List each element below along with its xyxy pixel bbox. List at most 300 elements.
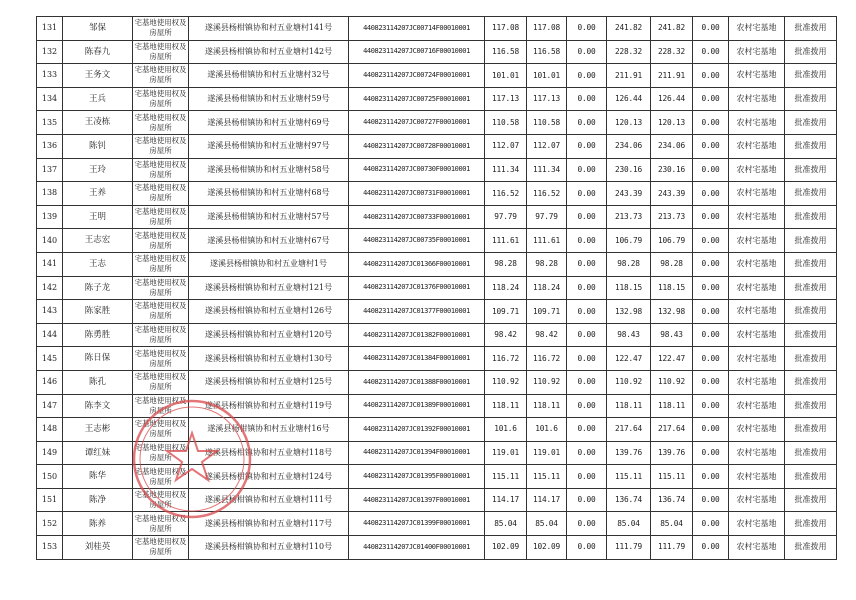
building-area-2-cell: 211.91 [651, 64, 693, 88]
parcel-code-cell: 440823114207JC00725F00010001 [349, 87, 485, 111]
row-number-cell: 153 [37, 536, 63, 560]
building-area-2-cell: 118.15 [651, 276, 693, 300]
location-cell: 遂溪县杨柑镇协和村五业塘村1号 [189, 252, 349, 276]
location-cell: 遂溪县杨柑镇协和村五业塘村111号 [189, 488, 349, 512]
land-type-cell: 农村宅基地 [729, 17, 785, 41]
owner-name-cell: 王养 [63, 182, 133, 206]
owner-name-cell: 王凌栋 [63, 111, 133, 135]
building-area-2-cell: 139.76 [651, 441, 693, 465]
difference-cell: 0.00 [693, 229, 729, 253]
building-area-2-cell: 120.13 [651, 111, 693, 135]
land-area-cell: 118.24 [485, 276, 527, 300]
excess-area-cell: 0.00 [567, 441, 607, 465]
land-area-cell: 115.11 [485, 465, 527, 489]
difference-cell: 0.00 [693, 40, 729, 64]
owner-name-cell: 王务文 [63, 64, 133, 88]
excess-area-cell: 0.00 [567, 394, 607, 418]
building-area-cell: 118.15 [607, 276, 651, 300]
land-type-cell: 农村宅基地 [729, 418, 785, 442]
owner-name-cell: 陈养 [63, 512, 133, 536]
parcel-code-cell: 440823114207JC01394F00010001 [349, 441, 485, 465]
owner-name-cell: 陈孔 [63, 370, 133, 394]
table-row [37, 323, 837, 347]
building-area-cell: 85.04 [607, 512, 651, 536]
land-type-cell: 农村宅基地 [729, 111, 785, 135]
excess-area-cell: 0.00 [567, 111, 607, 135]
owner-name-cell: 谭红妹 [63, 441, 133, 465]
excess-area-cell: 0.00 [567, 158, 607, 182]
difference-cell: 0.00 [693, 182, 729, 206]
location-cell: 遂溪县杨柑镇协和村五业塘村110号 [189, 536, 349, 560]
land-area-cell: 101.01 [485, 64, 527, 88]
building-area-2-cell: 241.82 [651, 17, 693, 41]
right-type-cell: 宅基地使用权及房屋所 [133, 418, 189, 442]
land-area-cell: 112.07 [485, 134, 527, 158]
table-row [37, 17, 837, 41]
row-number-cell: 143 [37, 300, 63, 324]
table-row [37, 347, 837, 371]
location-cell: 遂溪县杨柑镇协和村五业塘村59号 [189, 87, 349, 111]
approval-status-cell: 批准拨用 [785, 40, 837, 64]
difference-cell: 0.00 [693, 394, 729, 418]
land-type-cell: 农村宅基地 [729, 370, 785, 394]
building-area-cell: 122.47 [607, 347, 651, 371]
table-row [37, 465, 837, 489]
right-type-cell: 宅基地使用权及房屋所 [133, 87, 189, 111]
parcel-code-cell: 440823114207JC01397F00010001 [349, 488, 485, 512]
approved-area-cell: 112.07 [527, 134, 567, 158]
land-type-cell: 农村宅基地 [729, 134, 785, 158]
approval-status-cell: 批准拨用 [785, 64, 837, 88]
land-area-cell: 117.13 [485, 87, 527, 111]
building-area-cell: 211.91 [607, 64, 651, 88]
owner-name-cell: 陈华 [63, 465, 133, 489]
building-area-cell: 126.44 [607, 87, 651, 111]
building-area-2-cell: 122.47 [651, 347, 693, 371]
excess-area-cell: 0.00 [567, 17, 607, 41]
parcel-code-cell: 440823114207JC00724F00010001 [349, 64, 485, 88]
land-register-table [36, 16, 837, 560]
land-area-cell: 116.72 [485, 347, 527, 371]
building-area-2-cell: 217.64 [651, 418, 693, 442]
row-number-cell: 138 [37, 182, 63, 206]
table-row [37, 536, 837, 560]
building-area-2-cell: 243.39 [651, 182, 693, 206]
difference-cell: 0.00 [693, 300, 729, 324]
land-area-cell: 119.01 [485, 441, 527, 465]
land-type-cell: 农村宅基地 [729, 276, 785, 300]
land-area-cell: 98.28 [485, 252, 527, 276]
table-row [37, 488, 837, 512]
right-type-cell: 宅基地使用权及房屋所 [133, 370, 189, 394]
land-area-cell: 101.6 [485, 418, 527, 442]
row-number-cell: 148 [37, 418, 63, 442]
building-area-2-cell: 85.04 [651, 512, 693, 536]
parcel-code-cell: 440823114207JC01384F00010001 [349, 347, 485, 371]
excess-area-cell: 0.00 [567, 182, 607, 206]
approval-status-cell: 批准拨用 [785, 512, 837, 536]
difference-cell: 0.00 [693, 465, 729, 489]
land-type-cell: 农村宅基地 [729, 488, 785, 512]
excess-area-cell: 0.00 [567, 512, 607, 536]
right-type-cell: 宅基地使用权及房屋所 [133, 182, 189, 206]
table-row [37, 370, 837, 394]
row-number-cell: 140 [37, 229, 63, 253]
land-type-cell: 农村宅基地 [729, 182, 785, 206]
approval-status-cell: 批准拨用 [785, 87, 837, 111]
building-area-2-cell: 98.43 [651, 323, 693, 347]
land-area-cell: 116.58 [485, 40, 527, 64]
building-area-cell: 230.16 [607, 158, 651, 182]
owner-name-cell: 邹保 [63, 17, 133, 41]
parcel-code-cell: 440823114207JC01400F00010001 [349, 536, 485, 560]
approval-status-cell: 批准拨用 [785, 418, 837, 442]
location-cell: 遂溪县杨柑镇协和村五业塘村32号 [189, 64, 349, 88]
approved-area-cell: 115.11 [527, 465, 567, 489]
parcel-code-cell: 440823114207JC00716F00010001 [349, 40, 485, 64]
row-number-cell: 136 [37, 134, 63, 158]
building-area-2-cell: 228.32 [651, 40, 693, 64]
approval-status-cell: 批准拨用 [785, 370, 837, 394]
excess-area-cell: 0.00 [567, 323, 607, 347]
approved-area-cell: 97.79 [527, 205, 567, 229]
excess-area-cell: 0.00 [567, 134, 607, 158]
land-type-cell: 农村宅基地 [729, 465, 785, 489]
building-area-2-cell: 118.11 [651, 394, 693, 418]
right-type-cell: 宅基地使用权及房屋所 [133, 394, 189, 418]
table-row [37, 300, 837, 324]
parcel-code-cell: 440823114207JC01366F00010001 [349, 252, 485, 276]
owner-name-cell: 王玲 [63, 158, 133, 182]
excess-area-cell: 0.00 [567, 488, 607, 512]
right-type-cell: 宅基地使用权及房屋所 [133, 205, 189, 229]
right-type-cell: 宅基地使用权及房屋所 [133, 158, 189, 182]
building-area-cell: 139.76 [607, 441, 651, 465]
location-cell: 遂溪县杨柑镇协和村五业塘村69号 [189, 111, 349, 135]
right-type-cell: 宅基地使用权及房屋所 [133, 252, 189, 276]
approval-status-cell: 批准拨用 [785, 536, 837, 560]
owner-name-cell: 陈李文 [63, 394, 133, 418]
land-area-cell: 116.52 [485, 182, 527, 206]
approved-area-cell: 101.6 [527, 418, 567, 442]
approval-status-cell: 批准拨用 [785, 229, 837, 253]
owner-name-cell: 陈日保 [63, 347, 133, 371]
difference-cell: 0.00 [693, 111, 729, 135]
register-table-container [36, 16, 837, 560]
owner-name-cell: 刘桂英 [63, 536, 133, 560]
approval-status-cell: 批准拨用 [785, 465, 837, 489]
owner-name-cell: 陈钊 [63, 134, 133, 158]
approved-area-cell: 118.11 [527, 394, 567, 418]
approved-area-cell: 111.34 [527, 158, 567, 182]
location-cell: 遂溪县杨柑镇协和村五业塘村119号 [189, 394, 349, 418]
building-area-cell: 243.39 [607, 182, 651, 206]
approved-area-cell: 116.58 [527, 40, 567, 64]
owner-name-cell: 陈子龙 [63, 276, 133, 300]
right-type-cell: 宅基地使用权及房屋所 [133, 465, 189, 489]
register-table-body [37, 17, 837, 560]
right-type-cell: 宅基地使用权及房屋所 [133, 134, 189, 158]
owner-name-cell: 王志 [63, 252, 133, 276]
building-area-cell: 115.11 [607, 465, 651, 489]
table-row [37, 512, 837, 536]
building-area-cell: 98.28 [607, 252, 651, 276]
approval-status-cell: 批准拨用 [785, 182, 837, 206]
parcel-code-cell: 440823114207JC00728F00010001 [349, 134, 485, 158]
right-type-cell: 宅基地使用权及房屋所 [133, 323, 189, 347]
row-number-cell: 134 [37, 87, 63, 111]
building-area-cell: 241.82 [607, 17, 651, 41]
right-type-cell: 宅基地使用权及房屋所 [133, 111, 189, 135]
parcel-code-cell: 440823114207JC00714F00010001 [349, 17, 485, 41]
land-area-cell: 97.79 [485, 205, 527, 229]
parcel-code-cell: 440823114207JC01377F00010001 [349, 300, 485, 324]
building-area-2-cell: 98.28 [651, 252, 693, 276]
excess-area-cell: 0.00 [567, 370, 607, 394]
table-row [37, 111, 837, 135]
location-cell: 遂溪县杨柑镇协和村五业塘村142号 [189, 40, 349, 64]
table-row [37, 418, 837, 442]
approved-area-cell: 98.42 [527, 323, 567, 347]
approved-area-cell: 109.71 [527, 300, 567, 324]
row-number-cell: 142 [37, 276, 63, 300]
difference-cell: 0.00 [693, 347, 729, 371]
difference-cell: 0.00 [693, 418, 729, 442]
excess-area-cell: 0.00 [567, 536, 607, 560]
difference-cell: 0.00 [693, 17, 729, 41]
excess-area-cell: 0.00 [567, 347, 607, 371]
difference-cell: 0.00 [693, 370, 729, 394]
land-area-cell: 117.08 [485, 17, 527, 41]
location-cell: 遂溪县杨柑镇协和村五业塘村67号 [189, 229, 349, 253]
approved-area-cell: 117.13 [527, 87, 567, 111]
location-cell: 遂溪县杨柑镇协和村五业塘村16号 [189, 418, 349, 442]
land-type-cell: 农村宅基地 [729, 158, 785, 182]
approval-status-cell: 批准拨用 [785, 134, 837, 158]
difference-cell: 0.00 [693, 252, 729, 276]
parcel-code-cell: 440823114207JC01382F00010001 [349, 323, 485, 347]
approved-area-cell: 102.09 [527, 536, 567, 560]
owner-name-cell: 陈勇胜 [63, 323, 133, 347]
right-type-cell: 宅基地使用权及房屋所 [133, 300, 189, 324]
land-type-cell: 农村宅基地 [729, 536, 785, 560]
right-type-cell: 宅基地使用权及房屋所 [133, 276, 189, 300]
parcel-code-cell: 440823114207JC00735F00010001 [349, 229, 485, 253]
building-area-2-cell: 126.44 [651, 87, 693, 111]
right-type-cell: 宅基地使用权及房屋所 [133, 441, 189, 465]
location-cell: 遂溪县杨柑镇协和村五业塘村121号 [189, 276, 349, 300]
approved-area-cell: 118.24 [527, 276, 567, 300]
approval-status-cell: 批准拨用 [785, 488, 837, 512]
right-type-cell: 宅基地使用权及房屋所 [133, 347, 189, 371]
building-area-cell: 228.32 [607, 40, 651, 64]
excess-area-cell: 0.00 [567, 40, 607, 64]
table-row [37, 182, 837, 206]
owner-name-cell: 陈净 [63, 488, 133, 512]
approval-status-cell: 批准拨用 [785, 323, 837, 347]
location-cell: 遂溪县杨柑镇协和村五业塘村97号 [189, 134, 349, 158]
land-area-cell: 110.92 [485, 370, 527, 394]
approval-status-cell: 批准拨用 [785, 111, 837, 135]
approval-status-cell: 批准拨用 [785, 441, 837, 465]
building-area-2-cell: 111.79 [651, 536, 693, 560]
location-cell: 遂溪县杨柑镇协和村五业塘村68号 [189, 182, 349, 206]
land-type-cell: 农村宅基地 [729, 394, 785, 418]
excess-area-cell: 0.00 [567, 252, 607, 276]
parcel-code-cell: 440823114207JC01376F00010001 [349, 276, 485, 300]
row-number-cell: 146 [37, 370, 63, 394]
approval-status-cell: 批准拨用 [785, 347, 837, 371]
land-type-cell: 农村宅基地 [729, 347, 785, 371]
row-number-cell: 152 [37, 512, 63, 536]
owner-name-cell: 王志宏 [63, 229, 133, 253]
approved-area-cell: 117.08 [527, 17, 567, 41]
parcel-code-cell: 440823114207JC00727F00010001 [349, 111, 485, 135]
parcel-code-cell: 440823114207JC01395F00010001 [349, 465, 485, 489]
excess-area-cell: 0.00 [567, 229, 607, 253]
building-area-cell: 217.64 [607, 418, 651, 442]
right-type-cell: 宅基地使用权及房屋所 [133, 536, 189, 560]
approved-area-cell: 110.92 [527, 370, 567, 394]
table-row [37, 276, 837, 300]
difference-cell: 0.00 [693, 323, 729, 347]
land-area-cell: 118.11 [485, 394, 527, 418]
table-row [37, 87, 837, 111]
right-type-cell: 宅基地使用权及房屋所 [133, 488, 189, 512]
table-row [37, 252, 837, 276]
building-area-cell: 234.06 [607, 134, 651, 158]
difference-cell: 0.00 [693, 87, 729, 111]
owner-name-cell: 王明 [63, 205, 133, 229]
approval-status-cell: 批准拨用 [785, 394, 837, 418]
excess-area-cell: 0.00 [567, 465, 607, 489]
approval-status-cell: 批准拨用 [785, 252, 837, 276]
row-number-cell: 132 [37, 40, 63, 64]
approval-status-cell: 批准拨用 [785, 300, 837, 324]
table-row [37, 134, 837, 158]
building-area-2-cell: 234.06 [651, 134, 693, 158]
land-area-cell: 85.04 [485, 512, 527, 536]
row-number-cell: 137 [37, 158, 63, 182]
location-cell: 遂溪县杨柑镇协和村五业塘村58号 [189, 158, 349, 182]
location-cell: 遂溪县杨柑镇协和村五业塘村124号 [189, 465, 349, 489]
building-area-2-cell: 230.16 [651, 158, 693, 182]
right-type-cell: 宅基地使用权及房屋所 [133, 512, 189, 536]
land-type-cell: 农村宅基地 [729, 252, 785, 276]
parcel-code-cell: 440823114207JC00733F00010001 [349, 205, 485, 229]
difference-cell: 0.00 [693, 134, 729, 158]
building-area-cell: 106.79 [607, 229, 651, 253]
right-type-cell: 宅基地使用权及房屋所 [133, 40, 189, 64]
excess-area-cell: 0.00 [567, 300, 607, 324]
approval-status-cell: 批准拨用 [785, 158, 837, 182]
building-area-cell: 110.92 [607, 370, 651, 394]
row-number-cell: 150 [37, 465, 63, 489]
land-type-cell: 农村宅基地 [729, 40, 785, 64]
row-number-cell: 145 [37, 347, 63, 371]
approved-area-cell: 101.01 [527, 64, 567, 88]
row-number-cell: 131 [37, 17, 63, 41]
row-number-cell: 149 [37, 441, 63, 465]
building-area-2-cell: 213.73 [651, 205, 693, 229]
land-area-cell: 98.42 [485, 323, 527, 347]
building-area-2-cell: 136.74 [651, 488, 693, 512]
excess-area-cell: 0.00 [567, 64, 607, 88]
row-number-cell: 151 [37, 488, 63, 512]
difference-cell: 0.00 [693, 441, 729, 465]
excess-area-cell: 0.00 [567, 276, 607, 300]
land-area-cell: 114.17 [485, 488, 527, 512]
row-number-cell: 133 [37, 64, 63, 88]
difference-cell: 0.00 [693, 205, 729, 229]
table-row [37, 394, 837, 418]
owner-name-cell: 陈春九 [63, 40, 133, 64]
parcel-code-cell: 440823114207JC01392F00010001 [349, 418, 485, 442]
approved-area-cell: 85.04 [527, 512, 567, 536]
approved-area-cell: 98.28 [527, 252, 567, 276]
location-cell: 遂溪县杨柑镇协和村五业塘村141号 [189, 17, 349, 41]
land-type-cell: 农村宅基地 [729, 323, 785, 347]
land-type-cell: 农村宅基地 [729, 512, 785, 536]
difference-cell: 0.00 [693, 276, 729, 300]
right-type-cell: 宅基地使用权及房屋所 [133, 64, 189, 88]
excess-area-cell: 0.00 [567, 418, 607, 442]
land-area-cell: 111.61 [485, 229, 527, 253]
land-area-cell: 102.09 [485, 536, 527, 560]
approved-area-cell: 114.17 [527, 488, 567, 512]
right-type-cell: 宅基地使用权及房屋所 [133, 229, 189, 253]
owner-name-cell: 陈家胜 [63, 300, 133, 324]
building-area-cell: 132.98 [607, 300, 651, 324]
approval-status-cell: 批准拨用 [785, 17, 837, 41]
location-cell: 遂溪县杨柑镇协和村五业塘村57号 [189, 205, 349, 229]
parcel-code-cell: 440823114207JC01399F00010001 [349, 512, 485, 536]
table-row [37, 205, 837, 229]
building-area-cell: 120.13 [607, 111, 651, 135]
building-area-2-cell: 115.11 [651, 465, 693, 489]
location-cell: 遂溪县杨柑镇协和村五业塘村120号 [189, 323, 349, 347]
land-area-cell: 109.71 [485, 300, 527, 324]
building-area-2-cell: 106.79 [651, 229, 693, 253]
building-area-2-cell: 132.98 [651, 300, 693, 324]
approval-status-cell: 批准拨用 [785, 205, 837, 229]
difference-cell: 0.00 [693, 158, 729, 182]
row-number-cell: 135 [37, 111, 63, 135]
difference-cell: 0.00 [693, 64, 729, 88]
table-row [37, 441, 837, 465]
location-cell: 遂溪县杨柑镇协和村五业塘村125号 [189, 370, 349, 394]
owner-name-cell: 王志彬 [63, 418, 133, 442]
building-area-cell: 98.43 [607, 323, 651, 347]
land-area-cell: 110.58 [485, 111, 527, 135]
table-row [37, 158, 837, 182]
difference-cell: 0.00 [693, 512, 729, 536]
land-type-cell: 农村宅基地 [729, 300, 785, 324]
table-row [37, 40, 837, 64]
owner-name-cell: 王兵 [63, 87, 133, 111]
building-area-cell: 111.79 [607, 536, 651, 560]
building-area-cell: 213.73 [607, 205, 651, 229]
parcel-code-cell: 440823114207JC00731F00010001 [349, 182, 485, 206]
parcel-code-cell: 440823114207JC01389F00010001 [349, 394, 485, 418]
building-area-2-cell: 110.92 [651, 370, 693, 394]
building-area-cell: 118.11 [607, 394, 651, 418]
difference-cell: 0.00 [693, 536, 729, 560]
land-type-cell: 农村宅基地 [729, 205, 785, 229]
approved-area-cell: 116.72 [527, 347, 567, 371]
approved-area-cell: 116.52 [527, 182, 567, 206]
location-cell: 遂溪县杨柑镇协和村五业塘村126号 [189, 300, 349, 324]
